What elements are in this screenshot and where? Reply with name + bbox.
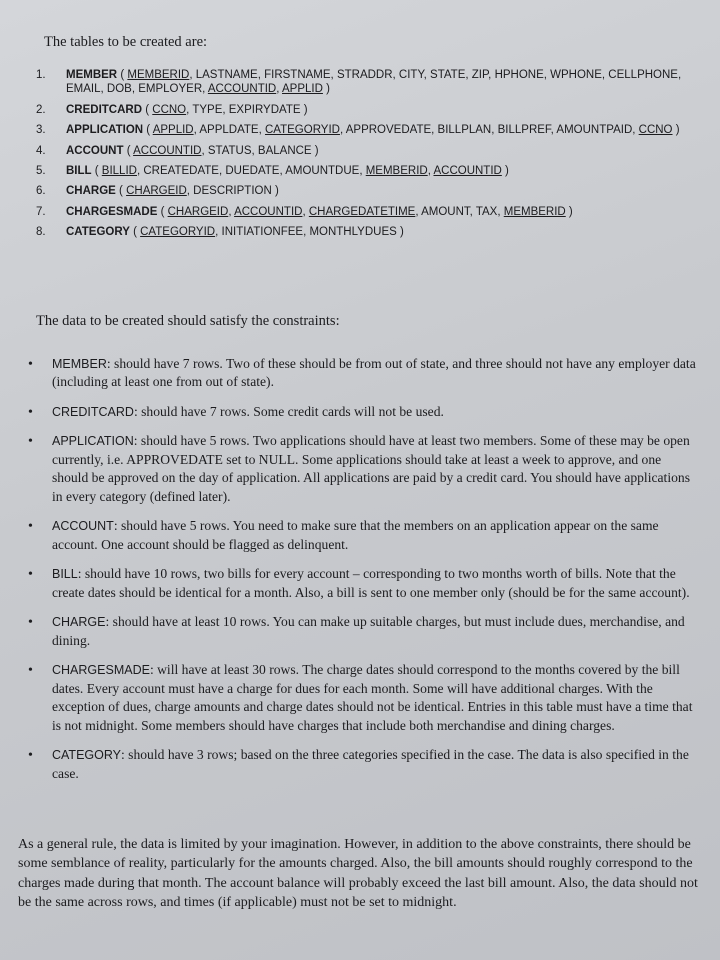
- constraint-text: : should have 5 rows. Two applications should have at least two members. Some of these may be open currently, i.e. APPROVEDATE set to NULL. Some applications should take at least a week to approve, and one should be approved on the day of application. All applications are paid by a credit card. You should have applications in every category (defined later).: [52, 433, 690, 504]
- field-text: , DESCRIPTION: [186, 185, 272, 198]
- field-text: , STATUS, BALANCE: [201, 144, 312, 157]
- field-text: , TYPE, EXPIRYDATE: [186, 103, 301, 116]
- key-field: BILLID: [101, 164, 137, 177]
- paren-open: (: [143, 124, 153, 137]
- constraint-table-name: ACCOUNT: [52, 519, 114, 534]
- key-field: APPLID: [282, 83, 323, 96]
- table-item: [36, 225, 706, 239]
- table-name: CHARGESMADE: [66, 205, 158, 218]
- field-text: ,: [302, 205, 309, 218]
- paren-open: (: [115, 185, 127, 198]
- key-field: CHARGEID: [126, 185, 187, 198]
- paren-close: ): [311, 144, 319, 157]
- key-field: ACCOUNTID: [433, 164, 502, 177]
- closing-paragraph: As a general rule, the data is limited by your imagination. However, in addition to the above constraints, there should be some semblance of reality, particularly for the amounts charged. Also, the bill amounts should roughly correspond to the charges made during that month. The account balance will probably exceed the last bill amount. Also, the data should not be the same across rows, and times (if applicable) must not be set to midnight.: [18, 837, 698, 910]
- constraint-table-name: APPLICATION: [52, 434, 134, 449]
- paren-open: (: [123, 144, 134, 157]
- bullet-icon: •: [28, 615, 33, 631]
- table-number: 7.: [36, 205, 46, 218]
- paren-open: (: [91, 164, 102, 177]
- key-field: MEMBERID: [365, 164, 428, 177]
- bullet-icon: •: [28, 663, 33, 679]
- table-item: [36, 123, 706, 137]
- constraint-table-name: CATEGORY: [52, 748, 121, 763]
- key-field: CATEGORYID: [140, 226, 216, 238]
- paren-open: (: [117, 69, 128, 81]
- paren-close: ): [322, 83, 330, 96]
- constraint-text: : will have at least 30 rows. The charge dates should correspond to the months covered by the bill dates. Every account must have a charge for dues for each month. Some will have additional charges. With the exception of dues, charge amounts and charge dates should not be identical. Entries in this table must have a time that is not midnight. Some members should have charges that include both merchandise and dining charges.: [52, 662, 693, 733]
- key-field: CHARGEDATETIME: [308, 205, 416, 218]
- paren-close: ): [271, 185, 279, 198]
- constraint-table-name: CHARGESMADE: [52, 663, 150, 678]
- constraint-text: : should have 10 rows, two bills for every account – corresponding to two months worth of bills. Note that the create dates should be identical for a month. Also, a bill is sent to one member only (should be for the same account).: [52, 566, 690, 600]
- paren-close: ): [672, 124, 680, 137]
- paren-close: ): [565, 205, 573, 218]
- constraint-table-name: CHARGE: [52, 615, 106, 630]
- table-number: 1.: [36, 69, 46, 81]
- constraints-intro: The data to be created should satisfy the constraints:: [36, 313, 340, 329]
- bullet-icon: •: [28, 567, 33, 583]
- table-name: CHARGE: [66, 185, 116, 198]
- table-item: [36, 103, 706, 117]
- tables-intro: The tables to be created are:: [44, 34, 208, 50]
- field-text: ,: [276, 83, 283, 96]
- key-field: MEMBERID: [503, 205, 566, 218]
- paren-close: ): [396, 226, 404, 238]
- constraint-text: : should have 5 rows. You need to make sure that the members on an application appear on the same account. One account should be flagged as delinquent.: [52, 518, 659, 552]
- field-text: ,: [427, 164, 434, 177]
- table-name: MEMBER: [66, 69, 118, 81]
- field-text: , LASTNAME, FIRSTNAME, STRADDR, CITY, STATE, ZIP, HPHONE, WPHONE, CELLPHONE, EMAIL, DOB, EMPLOYER,: [66, 69, 682, 96]
- key-field: ACCOUNTID: [234, 205, 303, 218]
- table-name: APPLICATION: [66, 124, 144, 137]
- constraint-item: [26, 661, 696, 735]
- table-item: [36, 184, 706, 198]
- table-number: 2.: [36, 103, 46, 116]
- constraint-table-name: CREDITCARD: [52, 404, 134, 419]
- constraint-text: : should have at least 10 rows. You can make up suitable charges, but must include dues, merchandise, and dining.: [52, 614, 685, 648]
- key-field: ACCOUNTID: [207, 83, 277, 96]
- key-field: MEMBERID: [127, 69, 190, 81]
- table-number: 3.: [36, 124, 46, 137]
- constraint-item: [26, 613, 696, 650]
- constraint-item: [26, 403, 696, 421]
- constraint-table-name: BILL: [52, 567, 78, 582]
- table-item: [36, 68, 706, 97]
- table-name: BILL: [66, 164, 92, 177]
- key-field: CCNO: [638, 124, 673, 137]
- table-number: 6.: [36, 185, 46, 198]
- constraint-item: [26, 565, 696, 602]
- paren-close: ): [501, 164, 509, 177]
- key-field: ACCOUNTID: [133, 144, 202, 157]
- field-text: , CREATEDATE, DUEDATE, AMOUNTDUE,: [136, 164, 366, 177]
- table-name: CREDITCARD: [66, 103, 143, 116]
- table-name: CATEGORY: [66, 226, 130, 238]
- table-item: [36, 205, 706, 219]
- bullet-icon: •: [28, 434, 33, 450]
- bullet-icon: •: [28, 748, 33, 764]
- bullet-icon: •: [28, 404, 33, 420]
- constraint-text: : should have 3 rows; based on the three categories specified in the case. The data is also specified in the case.: [52, 747, 689, 781]
- field-text: , APPROVEDATE, BILLPLAN, BILLPREF, AMOUNTPAID,: [339, 124, 639, 137]
- constraint-item: [26, 432, 696, 506]
- constraint-item: [26, 517, 696, 554]
- field-text: , APPLDATE,: [193, 124, 265, 137]
- constraint-table-name: MEMBER: [52, 357, 107, 371]
- paren-open: (: [142, 103, 153, 116]
- table-number: 8.: [36, 226, 46, 238]
- table-item: [36, 164, 706, 178]
- paren-open: (: [157, 205, 168, 218]
- key-field: CCNO: [152, 103, 187, 116]
- key-field: CATEGORYID: [264, 124, 340, 137]
- key-field: CHARGEID: [167, 205, 229, 218]
- tables-list: [36, 68, 706, 245]
- constraint-text: : should have 7 rows. Two of these should be from out of state, and three should not have any employer data (including at least one from out of state).: [52, 356, 696, 390]
- table-number: 4.: [36, 144, 46, 157]
- constraint-item: [26, 746, 696, 783]
- field-text: ,: [228, 205, 235, 218]
- field-text: , AMOUNT, TAX,: [415, 205, 504, 218]
- table-name: ACCOUNT: [66, 144, 124, 157]
- key-field: APPLID: [152, 124, 194, 137]
- paren-open: (: [129, 226, 141, 238]
- bullet-icon: •: [28, 357, 33, 372]
- paren-close: ): [300, 103, 308, 116]
- table-item: [36, 144, 706, 158]
- field-text: , INITIATIONFEE, MONTHLYDUES: [215, 226, 397, 238]
- bullet-icon: •: [28, 519, 33, 535]
- constraint-item: [26, 355, 696, 392]
- constraints-list: [26, 355, 696, 794]
- table-number: 5.: [36, 164, 46, 177]
- constraint-text: : should have 7 rows. Some credit cards will not be used.: [133, 403, 444, 419]
